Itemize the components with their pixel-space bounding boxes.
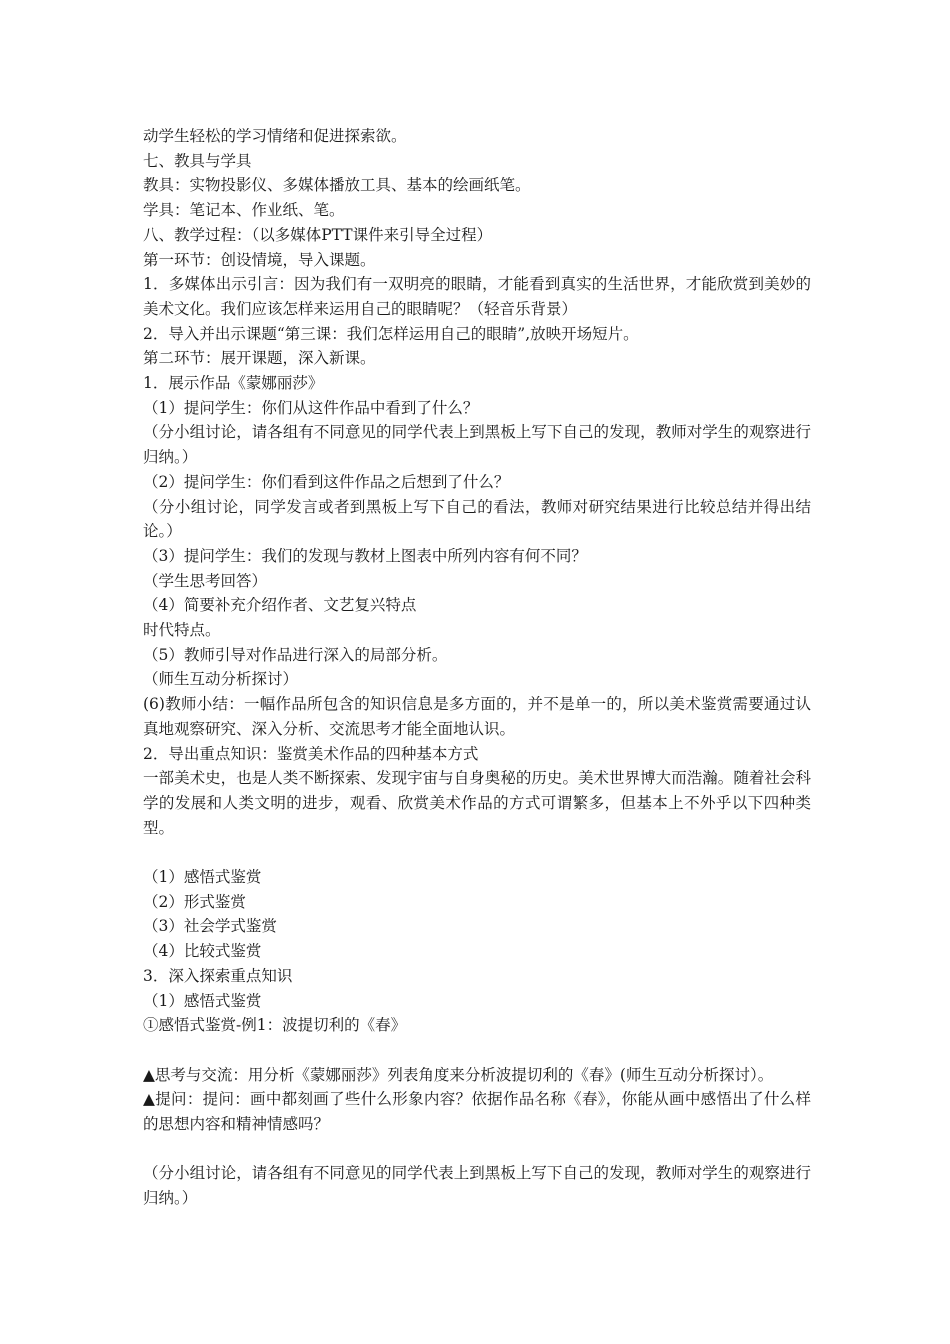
blank-line [143, 1038, 811, 1063]
paragraph: （师生互动分析探讨） [143, 670, 299, 689]
paragraph: 教具：实物投影仪、多媒体播放工具、基本的绘画纸笔。 [143, 176, 531, 195]
subsection-heading: 第二环节：展开课题，深入新课。 [143, 349, 376, 368]
document-body [143, 124, 811, 1211]
paragraph: （分小组讨论，请各组有不同意见的同学代表上到黑板上写下自己的发现，教师对学生的观察进行归纳。） [143, 1164, 811, 1208]
paragraph: 1．展示作品《蒙娜丽莎》 [143, 374, 324, 393]
section-heading: 八、教学过程：（以多媒体PTT课件来引导全过程） [143, 225, 493, 244]
paragraph: （1）感悟式鉴赏 [143, 991, 262, 1010]
paragraph: 2．导入并出示课题“第三课：我们怎样运用自己的眼睛”,放映开场短片。 [143, 324, 639, 343]
paragraph: （2）提问学生：你们看到这件作品之后想到了什么？ [143, 472, 510, 491]
paragraph: ▲思考与交流：用分析《蒙娜丽莎》列表角度来分析波提切利的《春》(师生互动分析探讨）。 [143, 1065, 774, 1084]
paragraph: （分小组讨论，同学发言或者到黑板上写下自己的看法，教师对研究结果进行比较总结并得出结论。） [143, 497, 811, 541]
blank-line [143, 840, 811, 865]
list-item: （3）社会学式鉴赏 [143, 917, 277, 936]
paragraph: 1．多媒体出示引言：因为我们有一双明亮的眼睛，才能看到真实的生活世界，才能欣赏到美妙的美术文化。我们应该怎样来运用自己的眼睛呢？（轻音乐背景） [143, 275, 811, 318]
paragraph: 动学生轻松的学习情绪和促进探索欲。 [143, 127, 407, 145]
paragraph: ①感悟式鉴赏-例1：波提切利的《春》 [143, 1016, 407, 1035]
paragraph: 学具：笔记本、作业纸、笔。 [143, 201, 345, 220]
paragraph: （5）教师引导对作品进行深入的局部分析。 [143, 645, 448, 664]
section-heading: 七、教具与学具 [143, 151, 252, 170]
list-item: （2）形式鉴赏 [143, 892, 246, 911]
list-item: （4）比较式鉴赏 [143, 942, 262, 961]
paragraph: ▲提问：提问：画中都刻画了些什么形象内容？依据作品名称《春》，你能从画中感悟出了什么样的思想内容和精神情感吗？ [143, 1090, 811, 1134]
paragraph: 3．深入探索重点知识 [143, 966, 293, 985]
paragraph: （分小组讨论，请各组有不同意见的同学代表上到黑板上写下自己的发现，教师对学生的观察进行归纳。） [143, 423, 811, 467]
paragraph: （3）提问学生：我们的发现与教材上图表中所列内容有何不同？ [143, 546, 587, 565]
list-item: （1）感悟式鉴赏 [143, 868, 262, 887]
paragraph: （1）提问学生：你们从这件作品中看到了什么？ [143, 398, 479, 417]
paragraph: （学生思考回答） [143, 571, 268, 590]
paragraph: 时代特点。 [143, 621, 221, 640]
subsection-heading: 第一环节：创设情境，导入课题。 [143, 250, 376, 269]
paragraph: 2．导出重点知识：鉴赏美术作品的四种基本方式 [143, 744, 479, 763]
blank-line [143, 1137, 811, 1162]
paragraph: (6)教师小结：一幅作品所包含的知识信息是多方面的，并不是单一的，所以美术鉴赏需要通过认真地观察研究、深入分析、交流思考才能全面地认识。 [143, 695, 811, 738]
paragraph: （4）简要补充介绍作者、文艺复兴特点 [143, 596, 417, 615]
paragraph: 一部美术史，也是人类不断探索、发现宇宙与自身奥秘的历史。美术世界博大而浩瀚。随着社会科学的发展和人类文明的进步，观看、欣赏美术作品的方式可谓繁多，但基本上不外乎以下四种类型。 [143, 769, 811, 837]
